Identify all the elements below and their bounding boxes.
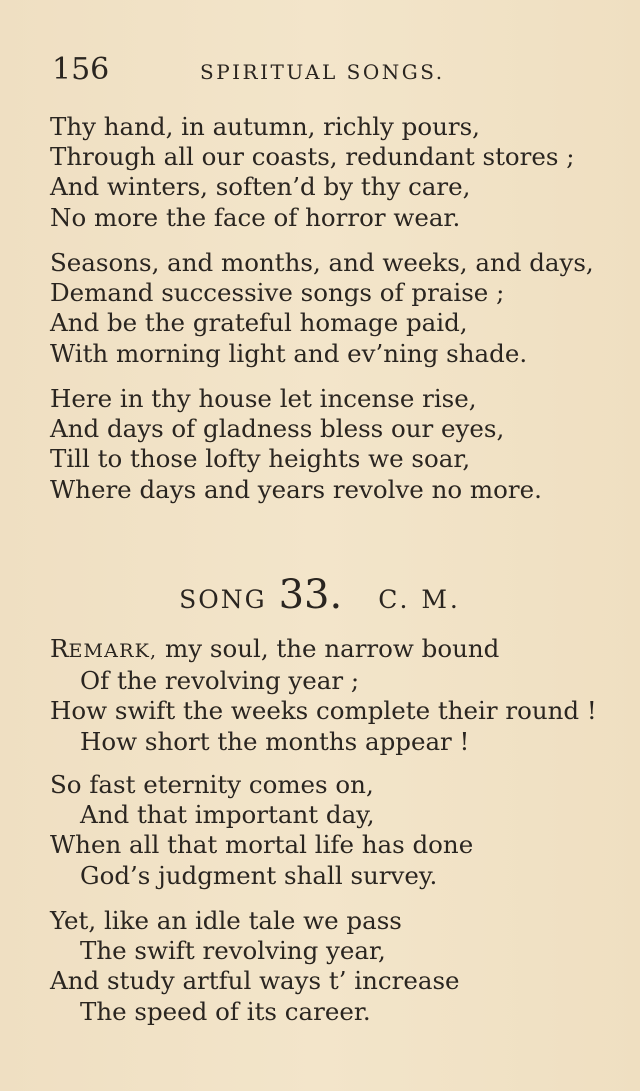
verse-line: Thy hand, in autumn, richly pours, [50, 112, 480, 141]
page-number: 156 [52, 52, 110, 87]
verse-line: God’s judgment shall survey. [80, 860, 438, 890]
drop-initial: R [50, 634, 69, 663]
verse-line: Where days and years revolve no more. [50, 474, 542, 504]
running-head: SPIRITUAL SONGS. [200, 60, 445, 84]
verse-line: Seasons, and months, and weeks, and days, [50, 248, 594, 277]
verse-line: The swift revolving year, [80, 936, 386, 966]
smallcaps-word: EMARK, [68, 640, 158, 662]
verse-line: And that important day, [80, 800, 375, 830]
verse-line: Demand successive songs of praise ; [50, 278, 505, 308]
verse-line: Yet, like an idle tale we pass [50, 906, 402, 935]
stanza [50, 906, 630, 1027]
stanza [50, 248, 630, 369]
verse-line: No more the face of horror wear. [50, 202, 461, 232]
verse-line-rest: my soul, the narrow bound [157, 634, 500, 663]
verse-line: When all that mortal life has done [50, 830, 474, 860]
song-label: SONG [179, 585, 267, 614]
verse-line: And be the grateful homage paid, [50, 308, 468, 338]
stanza [50, 770, 630, 891]
verse-line: Here in thy house let incense rise, [50, 384, 477, 413]
verse-line: And study artful ways t’ increase [50, 966, 460, 996]
verse-line: How short the months appear ! [80, 726, 470, 756]
verse-line: And days of gladness bless our eyes, [50, 414, 505, 444]
verse-line [50, 634, 630, 666]
verse-line: So fast eternity comes on, [50, 770, 374, 799]
song-number: 33. [278, 572, 343, 618]
verse-line: How swift the weeks complete their round ! [50, 696, 597, 726]
verse-line: Till to those lofty heights we soar, [50, 444, 471, 474]
song-meter: C. M. [378, 585, 461, 614]
song-heading [0, 572, 640, 618]
verse-line: Of the revolving year ; [80, 666, 360, 696]
stanza [50, 384, 630, 505]
verse-line: And winters, soften’d by thy care, [50, 172, 471, 202]
verse-line: Through all our coasts, redundant stores ; [50, 142, 575, 172]
stanza [50, 634, 630, 757]
verse-line: With morning light and ev’ning shade. [50, 338, 528, 368]
verse-line: The speed of its career. [80, 996, 371, 1026]
stanza [50, 112, 630, 233]
